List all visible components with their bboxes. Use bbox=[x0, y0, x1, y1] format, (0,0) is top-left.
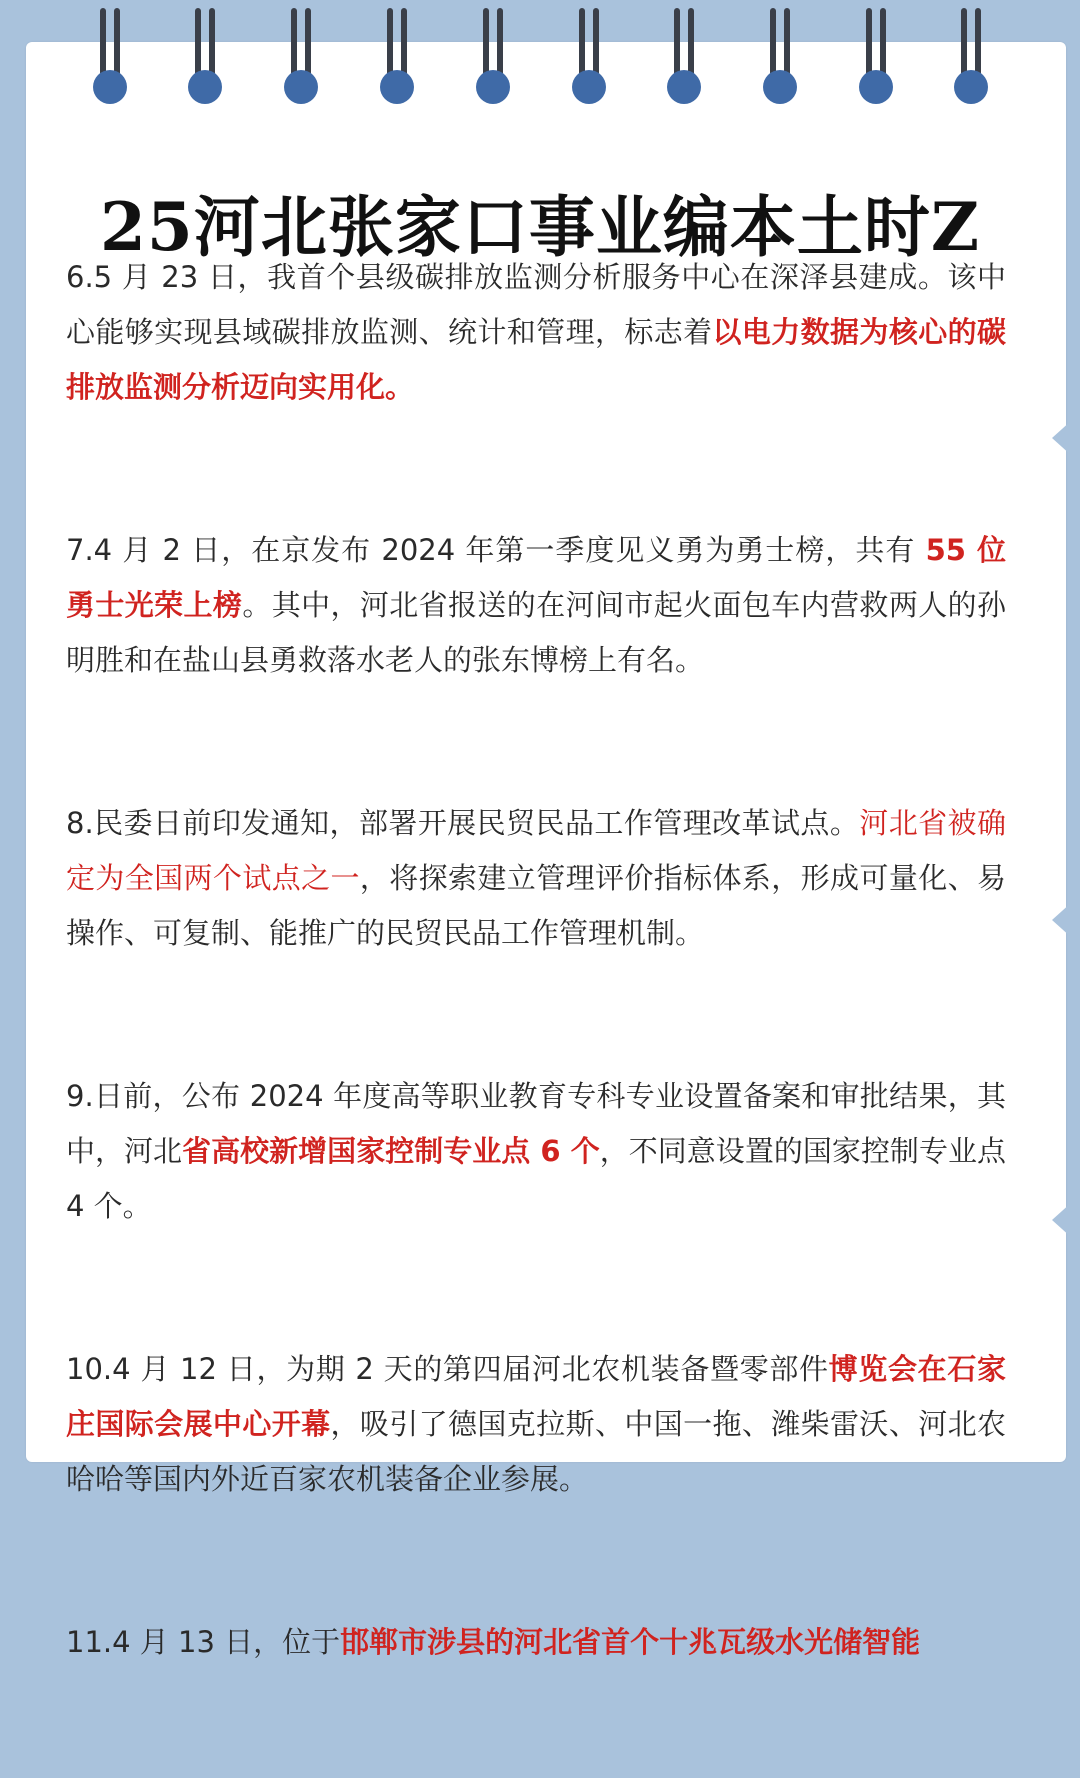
news-item bbox=[66, 523, 1006, 688]
news-highlight: 55 位勇士光荣上榜 bbox=[66, 533, 1007, 622]
news-text: 9.日前，公布 2024 年度高等职业教育专科专业设置备案和审批结果，其中，河北 bbox=[66, 1079, 1006, 1168]
news-text: ，吸引了德国克拉斯、中国一拖、潍柴雷沃、河北农哈哈等国内外近百家农机装备企业参展。 bbox=[66, 1407, 1006, 1496]
spiral-binding bbox=[0, 0, 1080, 110]
news-text: 10.4 月 12 日，为期 2 天的第四届河北农机装备暨零部件 bbox=[66, 1352, 829, 1386]
page-notch bbox=[1052, 902, 1072, 938]
news-list bbox=[66, 250, 1006, 1778]
page-title: 25河北张家口事业编本土时Z bbox=[99, 188, 981, 267]
news-text: 7.4 月 2 日，在京发布 2024 年第一季度见义勇为勇士榜，共有 bbox=[66, 533, 926, 567]
news-highlight: 河北省被确定为全国两个试点之一 bbox=[66, 806, 1006, 895]
news-highlight: 博览会在石家庄国际会展中心开幕 bbox=[66, 1352, 1006, 1441]
news-highlight: 邯郸市涉县的河北省首个十兆瓦级水光储智能 bbox=[340, 1625, 921, 1659]
news-text: ，将探索建立管理评价指标体系，形成可量化、易操作、可复制、能推广的民贸民品工作管理机制。 bbox=[66, 861, 1006, 950]
news-text: ，不同意设置的国家控制专业点 4 个。 bbox=[66, 1134, 1006, 1223]
binding-ring bbox=[188, 0, 222, 110]
news-highlight: 以电力数据为核心的碳排放监测分析迈向实用化。 bbox=[66, 315, 1006, 404]
binding-ring bbox=[859, 0, 893, 110]
news-text: 6.5 月 23 日，我首个县级碳排放监测分析服务中心在深泽县建成。该中心能够实现县域碳排放监测、统计和管理，标志着 bbox=[66, 260, 1006, 349]
binding-ring bbox=[572, 0, 606, 110]
news-text: 11.4 月 13 日，位于 bbox=[66, 1625, 341, 1659]
page-notch bbox=[1052, 1202, 1072, 1238]
news-item bbox=[66, 1069, 1006, 1234]
binding-ring bbox=[763, 0, 797, 110]
news-text: 8.民委日前印发通知，部署开展民贸民品工作管理改革试点。 bbox=[66, 806, 860, 840]
news-item bbox=[66, 1615, 1006, 1670]
news-item bbox=[66, 1342, 1006, 1507]
page-notch bbox=[1052, 420, 1072, 456]
binding-ring bbox=[476, 0, 510, 110]
news-highlight: 省高校新增国家控制专业点 6 个 bbox=[182, 1134, 600, 1168]
news-text: 。其中，河北省报送的在河间市起火面包车内营救两人的孙明胜和在盐山县勇救落水老人的张东博榜上有名。 bbox=[66, 588, 1006, 677]
binding-ring bbox=[667, 0, 701, 110]
binding-ring bbox=[93, 0, 127, 110]
binding-ring bbox=[954, 0, 988, 110]
news-item bbox=[66, 250, 1006, 415]
binding-ring bbox=[380, 0, 414, 110]
binding-ring bbox=[284, 0, 318, 110]
news-item bbox=[66, 796, 1006, 961]
